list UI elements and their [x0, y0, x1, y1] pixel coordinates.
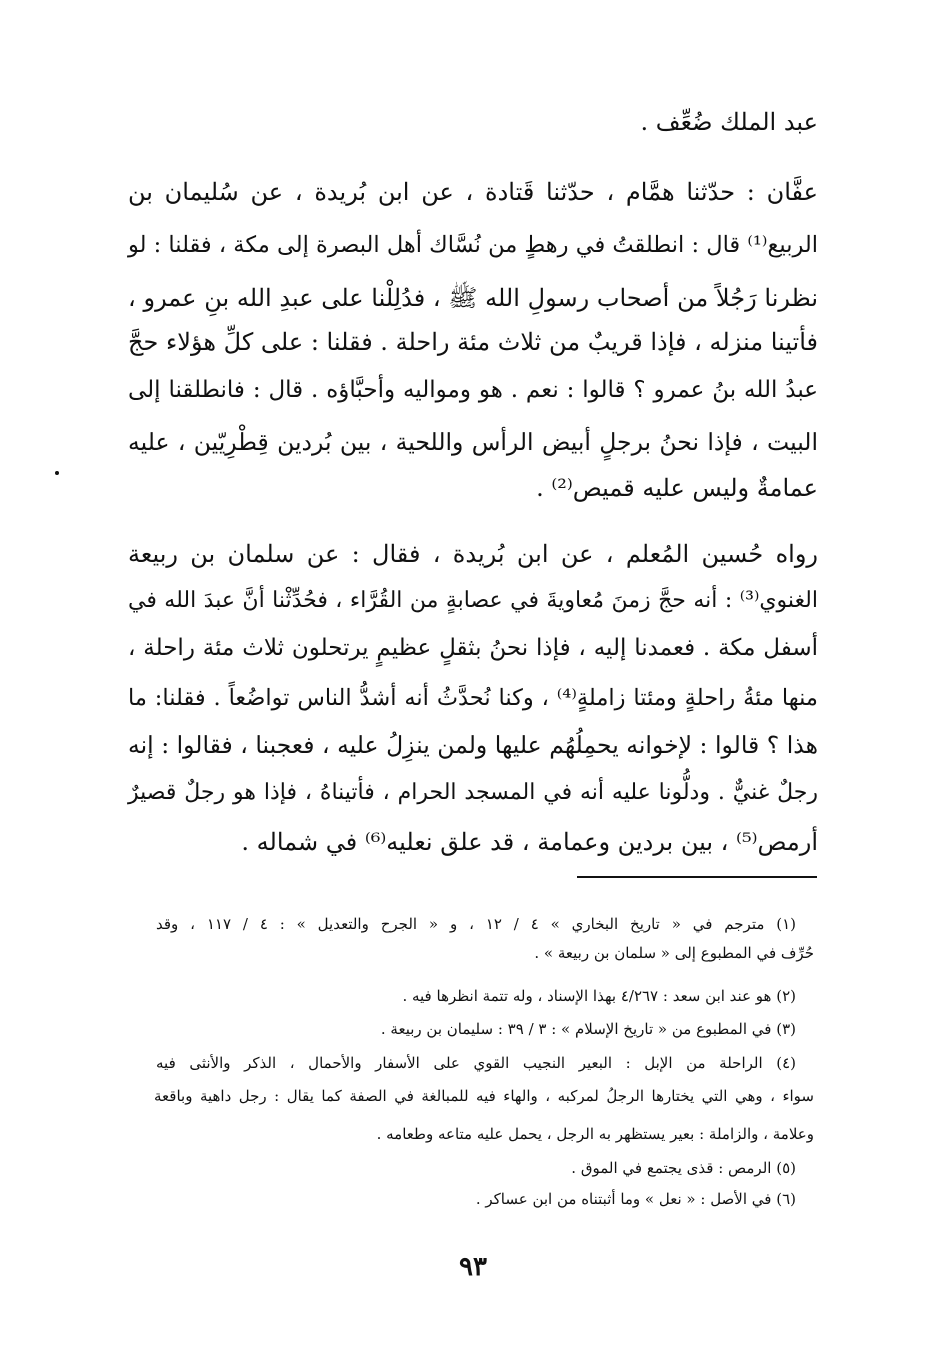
- footnote-line: (٢) هو عند ابن سعد : ٤/٢٦٧ بهذا الإسناد ، وله تتمة انظرها فيه .: [402, 987, 796, 1005]
- footnote-line: حُرِّف في المطبوع إلى « سلمان بن ربيعة » .: [534, 944, 814, 962]
- text-line: رواه حُسين المُعلم ، عن ابن بُريدة ، فقال : عن سلمان بن ربيعة: [128, 540, 818, 568]
- opening-line: عبد الملك ضُعِّف .: [640, 108, 818, 136]
- text-line: البيت ، فإذا نحنُ برجلٍ أبيض الرأس واللحية ، بين بُردين قِطْرِيّين ، عليه: [128, 428, 818, 456]
- text-line: أرمص⁽⁵⁾ ، بين بردين وعمامة ، قد علق نعليه⁽⁶⁾ في شماله .: [241, 828, 818, 856]
- text-line: الغنوي⁽³⁾ : أنه حجَّ زمنَ مُعاويةَ في عصابةٍ من القُرَّاء ، فحُدِّثْنا أنَّ عبدَ الله في: [128, 588, 818, 613]
- text-line: أسفل مكة . فعمدنا إليه ، فإذا نحنُ بثقلٍ عظيمٍ يرتحلون ثلاث مئة راحلة ،: [128, 635, 818, 661]
- footnote-line: (٥) الرمص : قذى يجتمع في الموق .: [571, 1159, 796, 1177]
- footnote-line: (٣) في المطبوع من « تاريخ الإسلام » : ٣ / ٣٩ : سليمان بن ربيعة .: [380, 1020, 796, 1038]
- footnote-line: (٤) الراحلة من الإبل : البعير النجيب القوي على الأسفار والأحمال ، الذكر والأنثى فيه: [156, 1054, 796, 1072]
- footnote-line: سواء ، وهي التي يختارها الرجلُ لمركبه ، والهاء فيه للمبالغة في الصفة كما يقال : رجل داهية وباقعة: [154, 1087, 814, 1105]
- footnote-separator: [577, 876, 817, 878]
- footnote-line: (٦) في الأصل : « نعل » وما أثبتناه من ابن عساكر .: [475, 1190, 796, 1208]
- text-line: منها مئةُ راحلةٍ ومئتا زاملةٍ⁽⁴⁾ ، وكنا نُحدَّثُ أنه أشدُّ الناس تواضُعاً . فقلنا: ما: [128, 685, 818, 711]
- footnote-line: وعلامة ، والزاملة : بعير يستظهر به الرجل ، يحمل عليه متاعه وطعامه .: [376, 1125, 814, 1143]
- text-line: فأتينا منزله ، فإذا قريبٌ من ثلاث مئة راحلة . فقلنا : على كلِّ هؤلاء حجَّ: [128, 328, 818, 356]
- footnote-line: (١) مترجم في « تاريخ البخاري » ٤ / ١٢ ، و « الجرح والتعديل » : ٤ / ١١٧ ، وقد: [156, 915, 797, 933]
- page-number: ٩٣: [459, 1252, 487, 1282]
- text-line: هذا ؟ قالوا : لإخوانه يحمِلُهُم عليها ولمن ينزِلُ عليه ، فعجبنا ، فقالوا : إنه: [128, 731, 818, 759]
- text-line: رجلٌ غنيٌّ . ودلُّونا عليه أنه في المسجد الحرام ، فأتيناهُ ، فإذا هو رجلٌ قصيرٌ: [128, 780, 818, 805]
- text-line: عفَّان : حدّثنا همَّام ، حدّثنا قَتادة ، عن ابن بُريدة ، عن سُليمان بن: [128, 178, 818, 206]
- text-line: عبدُ الله بنُ عمرو ؟ قالوا : نعم . هو ومواليه وأحبَّاؤه . قال : فانطلقنا إلى: [128, 377, 818, 403]
- text-line: عمامةٌ وليس عليه قميص⁽²⁾ .: [536, 474, 818, 502]
- text-line: نظرنا رَجُلاً من أصحاب رسولِ الله ﷺ ، فدُلِلْنا على عبدِ الله بنِ عمرو ،: [128, 284, 818, 312]
- margin-dot: [55, 471, 59, 475]
- text-line: الربيع⁽¹⁾ قال : انطلقتُ في رهطٍ من نُسَّاك أهل البصرة إلى مكة ، فقلنا : لو: [128, 232, 818, 258]
